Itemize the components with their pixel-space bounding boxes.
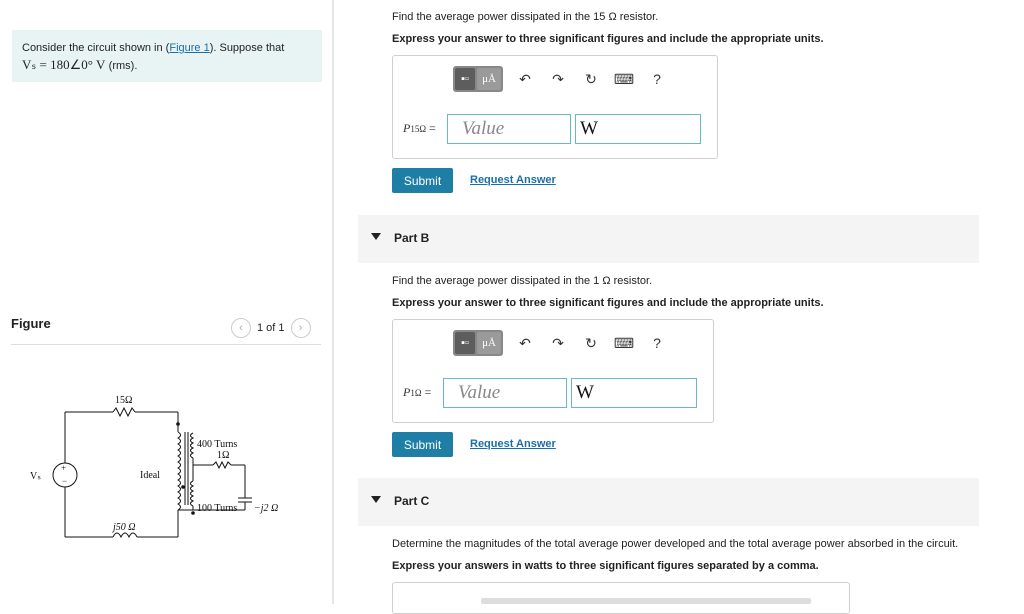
turns100-label: 100 Turns: [197, 503, 238, 514]
ind-label: j50 Ω: [113, 522, 136, 533]
redo-icon[interactable]: ↷: [552, 334, 564, 351]
partA-answer-box: [392, 55, 718, 159]
template-icon[interactable]: ▪▫: [455, 68, 475, 90]
partC-toolbar-partial: [481, 598, 811, 604]
undo-icon[interactable]: ↶: [519, 334, 531, 351]
vs-label: Vₛ: [30, 471, 41, 482]
units-button[interactable]: μÅ: [477, 332, 501, 354]
partC-header-bar[interactable]: [358, 478, 979, 526]
circuit-diagram: [30, 385, 320, 555]
r15-label: 15Ω: [115, 395, 133, 406]
help-icon[interactable]: ?: [653, 335, 661, 351]
figure-title: Figure: [11, 316, 51, 331]
partB-label-eq: =: [421, 385, 432, 399]
collapse-triangle-icon: [371, 496, 381, 503]
r1-label: 1Ω: [217, 450, 230, 461]
prev-figure-button[interactable]: ‹: [231, 318, 251, 338]
reset-icon[interactable]: ↻: [585, 334, 597, 351]
reset-icon[interactable]: ↻: [585, 70, 597, 87]
partA-format-group: [453, 66, 503, 92]
panel-divider: [332, 0, 334, 604]
partB-label-sub: 1Ω: [410, 388, 422, 398]
partA-label-sub: 15Ω: [410, 124, 427, 134]
cap-label: −j2 Ω: [254, 503, 279, 514]
figure-divider: [11, 344, 321, 345]
problem-statement-box: [12, 30, 322, 82]
partC-header: Part C: [394, 494, 430, 508]
left-panel: [0, 0, 332, 604]
keyboard-icon[interactable]: ⌨: [613, 70, 635, 87]
plus-sign: +: [61, 463, 67, 473]
collapse-triangle-icon: [371, 233, 381, 240]
intro-text: Consider the circuit shown in (: [22, 42, 170, 54]
partA-label-eq: =: [426, 121, 436, 135]
template-icon[interactable]: ▪▫: [455, 332, 475, 354]
turns400-label: 400 Turns: [197, 439, 238, 450]
partB-request-answer-link[interactable]: Request Answer: [470, 438, 556, 450]
partB-label-main: P: [403, 385, 411, 399]
partA-question: Find the average power dissipated in the 15 Ω resistor.: [392, 11, 659, 23]
partA-submit-button[interactable]: Submit: [392, 168, 453, 193]
undo-icon[interactable]: ↶: [519, 70, 531, 87]
partA-request-answer-link[interactable]: Request Answer: [470, 174, 556, 186]
partB-label: [403, 385, 431, 400]
partB-format-group: [453, 330, 503, 356]
partA-label: [403, 121, 436, 136]
partB-toolbar: [453, 330, 668, 356]
partA-instructions: Express your answer to three significant figures and include the appropriate units.: [392, 33, 824, 45]
units-button[interactable]: μÅ: [477, 68, 501, 90]
intro-text-post: ). Suppose that: [209, 42, 285, 54]
problem-source: [22, 57, 137, 73]
partB-header-bar[interactable]: [358, 215, 979, 263]
partB-instructions: Express your answer to three significant figures and include the appropriate units.: [392, 297, 824, 309]
problem-intro: [22, 42, 284, 54]
partA-unit-input[interactable]: W: [575, 114, 701, 144]
partB-header: Part B: [394, 231, 430, 245]
help-icon[interactable]: ?: [653, 71, 661, 87]
partC-instructions: Express your answers in watts to three significant figures separated by a comma.: [392, 560, 819, 572]
redo-icon[interactable]: ↷: [552, 70, 564, 87]
source-equation: Vₛ = 180∠0° V: [22, 57, 106, 72]
partB-question: Find the average power dissipated in the 1 Ω resistor.: [392, 275, 653, 287]
partC-question: Determine the magnitudes of the total average power developed and the total average power absorbed in the circuit.: [392, 538, 959, 550]
partB-answer-box: [392, 319, 714, 423]
keyboard-icon[interactable]: ⌨: [613, 334, 635, 351]
ideal-label: Ideal: [140, 470, 160, 481]
next-figure-button[interactable]: ›: [291, 318, 311, 338]
partB-submit-button[interactable]: Submit: [392, 432, 453, 457]
rms-label: (rms).: [108, 60, 138, 72]
partA-label-main: P: [403, 121, 411, 135]
minus-sign: −: [62, 476, 68, 486]
figure-pager: [231, 318, 311, 338]
pager-text: 1 of 1: [257, 322, 285, 334]
figure-link[interactable]: Figure 1: [169, 42, 210, 54]
partB-unit-input[interactable]: W: [571, 378, 697, 408]
partC-answer-box: [392, 582, 850, 614]
partA-toolbar: [453, 66, 668, 92]
partB-value-input[interactable]: Value: [443, 378, 567, 408]
partA-value-input[interactable]: Value: [447, 114, 571, 144]
